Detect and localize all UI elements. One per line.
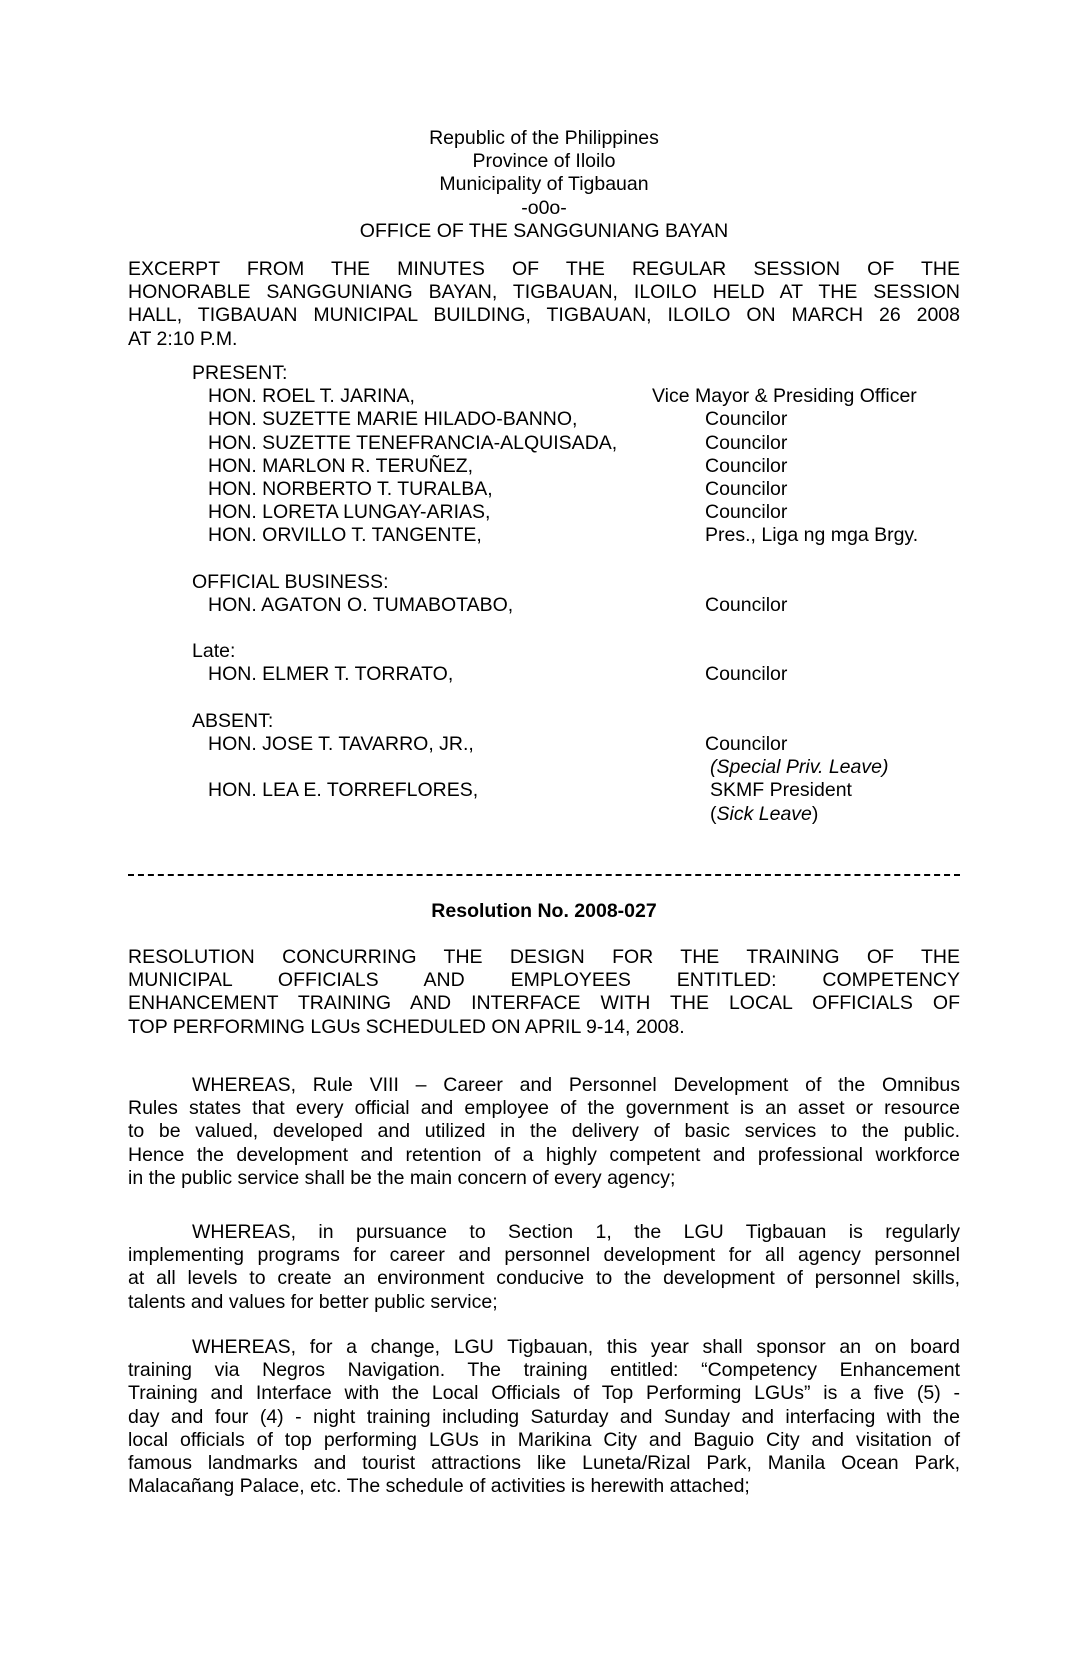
resolution-title-line: RESOLUTION CONCURRING THE DESIGN FOR THE TRAINING OF THE [128, 946, 960, 968]
attendee-name: HON. LEA E. TORREFLORES, [208, 779, 479, 802]
attendee-role: Councilor [705, 501, 788, 524]
header-office: OFFICE OF THE SANGGUNIANG BAYAN [359, 219, 729, 242]
resolution-title-line: MUNICIPAL OFFICIALS AND EMPLOYEES ENTITLED: COMPETENCY [128, 969, 960, 992]
attendee-row [0, 663, 1088, 686]
paragraph-line: training via Negros Navigation. The training entitled: “Competency Enhancement [128, 1359, 960, 1382]
attendee-row [0, 408, 1088, 431]
attendee-note [710, 803, 818, 826]
attendee-role: Councilor [705, 733, 788, 755]
attendee-name: HON. SUZETTE MARIE HILADO-BANNO, [208, 408, 578, 431]
attendee-name: HON. MARLON R. TERUÑEZ, [208, 454, 474, 477]
whereas-paragraph-2 [128, 1221, 960, 1314]
note-close-paren: ) [811, 802, 819, 825]
attendee-row [0, 501, 1088, 524]
attendee-row [0, 478, 1088, 501]
resolution-number: Resolution No. 2008-027 [431, 900, 657, 922]
paragraph-line: local officials of top performing LGUs in Marikina City and Baguio City and visitation of [128, 1428, 960, 1451]
attendee-role: Councilor [705, 408, 788, 431]
attendee-name: HON. NORBERTO T. TURALBA, [208, 477, 493, 500]
note-text: Sick Leave [716, 802, 812, 825]
late-label: Late: [192, 640, 236, 663]
paragraph-line: at all levels to create an environment conducive to the development of personnel skills, [128, 1267, 960, 1290]
attendee-name: HON. SUZETTE TENEFRANCIA-ALQUISADA, [208, 431, 618, 454]
excerpt-line: HONORABLE SANGGUNIANG BAYAN, TIGBAUAN, ILOILO HELD AT THE SESSION [128, 281, 960, 304]
document-header [0, 127, 1088, 243]
attendee-role: SKMF President [710, 779, 852, 802]
attendee-row [0, 594, 1088, 617]
attendee-role: Councilor [705, 454, 788, 477]
paragraph-line: in the public service shall be the main concern of every agency; [128, 1166, 676, 1189]
paragraph-line: Malacañang Palace, etc. The schedule of activities is herewith attached; [128, 1475, 750, 1498]
attendee-row [0, 455, 1088, 478]
attendee-role: Vice Mayor & Presiding Officer [652, 385, 917, 408]
attendee-name: HON. ELMER T. TORRATO, [208, 663, 454, 686]
paragraph-line: day and four (4) - night training including Saturday and Sunday and interfacing with the [128, 1405, 960, 1428]
paragraph-line: implementing programs for career and personnel development for all agency personnel [128, 1244, 960, 1267]
present-label: PRESENT: [192, 362, 288, 384]
header-municipality: Municipality of Tigbauan [439, 173, 649, 196]
attendee-role: Councilor [705, 663, 788, 686]
resolution-title-line: ENHANCEMENT TRAINING AND INTERFACE WITH THE LOCAL OFFICIALS OF [128, 992, 960, 1015]
header-province: Province of Iloilo [472, 150, 616, 173]
absent-label: ABSENT: [192, 709, 274, 732]
header-separator: -o0o- [521, 196, 567, 219]
paragraph-line: Training and Interface with the Local Officials of Top Performing LGUs” is a five (5) - [128, 1382, 960, 1405]
paragraph-text: WHEREAS, in pursuance to Section 1, the LGU Tigbauan is regularly [192, 1221, 960, 1243]
excerpt-paragraph [128, 258, 960, 351]
excerpt-line: EXCERPT FROM THE MINUTES OF THE REGULAR SESSION OF THE [128, 258, 960, 280]
whereas-paragraph-3 [128, 1336, 960, 1498]
attendee-row [0, 779, 1088, 802]
attendee-name: HON. ROEL T. JARINA, [208, 385, 415, 408]
header-republic: Republic of the Philippines [429, 127, 659, 149]
paragraph-line [128, 1336, 960, 1359]
section-divider [128, 874, 960, 876]
attendance-list [0, 362, 1088, 826]
resolution-title-line: TOP PERFORMING LGUs SCHEDULED ON APRIL 9-14, 2008. [128, 1015, 685, 1038]
attendee-name: HON. AGATON O. TUMABOTABO, [208, 593, 514, 616]
attendee-row [0, 733, 1088, 756]
paragraph-line [128, 1221, 960, 1244]
attendee-name: HON. ORVILLO T. TANGENTE, [208, 524, 482, 547]
attendee-note: (Special Priv. Leave) [710, 756, 889, 779]
whereas-paragraph-1 [128, 1074, 960, 1190]
paragraph-line: to be valued, developed and utilized in the delivery of basic services to the public. [128, 1120, 960, 1143]
paragraph-line: Rules states that every official and employee of the government is an asset or resource [128, 1097, 960, 1120]
resolution-title [128, 946, 960, 1039]
attendee-name: HON. LORETA LUNGAY-ARIAS, [208, 501, 491, 524]
attendee-row [0, 432, 1088, 455]
official-business-label: OFFICIAL BUSINESS: [192, 570, 389, 593]
note-open-paren: ( [710, 802, 717, 825]
attendee-name: HON. JOSE T. TAVARRO, JR., [208, 733, 474, 755]
excerpt-line: AT 2:10 P.M. [128, 327, 238, 350]
paragraph-line: famous landmarks and tourist attractions like Luneta/Rizal Park, Manila Ocean Park, [128, 1452, 960, 1475]
attendee-role: Councilor [705, 477, 788, 500]
attendee-role: Pres., Liga ng mga Brgy. [705, 524, 919, 547]
excerpt-line: HALL, TIGBAUAN MUNICIPAL BUILDING, TIGBAUAN, ILOILO ON MARCH 26 2008 [128, 304, 960, 327]
paragraph-text: WHEREAS, Rule VIII – Career and Personnel Development of the Omnibus [192, 1074, 960, 1096]
paragraph-line: talents and values for better public service; [128, 1290, 498, 1313]
paragraph-line [128, 1074, 960, 1097]
attendee-row [0, 524, 1088, 547]
attendee-role: Councilor [705, 593, 788, 616]
attendee-row [0, 385, 1088, 408]
attendee-role: Councilor [705, 431, 788, 454]
paragraph-text: WHEREAS, for a change, LGU Tigbauan, this year shall sponsor an on board [192, 1336, 960, 1358]
paragraph-line: Hence the development and retention of a highly competent and professional workforce [128, 1143, 960, 1166]
